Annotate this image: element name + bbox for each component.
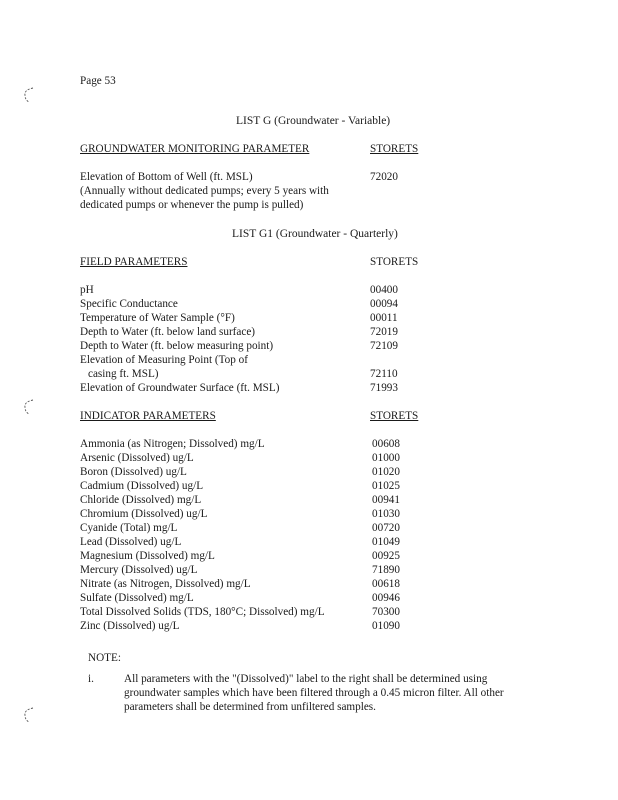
param-name: Nitrate (as Nitrogen, Dissolved) mg/L	[80, 578, 251, 590]
param-code: 00941	[372, 494, 400, 506]
param-code: 71890	[372, 564, 400, 576]
note-item-marker: i.	[88, 673, 94, 685]
field-storets-header: STORETS	[370, 256, 419, 268]
param-name: Chromium (Dissolved) ug/L	[80, 508, 208, 520]
param-name: Zinc (Dissolved) ug/L	[80, 620, 180, 632]
indicator-storets-header: STORETS	[370, 410, 419, 422]
note-heading: NOTE:	[88, 652, 121, 664]
param-code: 00618	[372, 578, 400, 590]
param-name: Chloride (Dissolved) mg/L	[80, 494, 202, 506]
param-code: 01020	[372, 466, 400, 478]
row-name-line: dedicated pumps or whenever the pump is pulled)	[80, 199, 304, 211]
param-code: 01090	[372, 620, 400, 632]
list-g-param-header: GROUNDWATER MONITORING PARAMETER	[80, 143, 310, 155]
param-code: 01049	[372, 536, 400, 548]
param-code: 00720	[372, 522, 400, 534]
param-code: 00011	[370, 312, 398, 324]
row-storet-code: 72020	[370, 171, 398, 183]
param-name: casing ft. MSL)	[88, 368, 159, 380]
param-code: 01000	[372, 452, 400, 464]
param-name: Arsenic (Dissolved) ug/L	[80, 452, 194, 464]
param-name: Cadmium (Dissolved) ug/L	[80, 480, 204, 492]
row-name-line: (Annually without dedicated pumps; every 5 years with	[80, 185, 329, 197]
param-name: Lead (Dissolved) ug/L	[80, 536, 182, 548]
note-item-line: groundwater samples which have been filtered through a 0.45 micron filter. All other	[124, 687, 504, 699]
param-name: Total Dissolved Solids (TDS, 180°C; Dissolved) mg/L	[80, 606, 325, 618]
param-name: Elevation of Groundwater Surface (ft. MSL)	[80, 382, 280, 394]
param-code: 00400	[370, 284, 398, 296]
binder-hole-mark	[22, 86, 36, 104]
param-code: 72019	[370, 326, 398, 338]
param-name: Magnesium (Dissolved) mg/L	[80, 550, 215, 562]
param-name: Cyanide (Total) mg/L	[80, 522, 178, 534]
param-code: 00946	[372, 592, 400, 604]
param-code: 71993	[370, 382, 398, 394]
row-name-line: Elevation of Bottom of Well (ft. MSL)	[80, 171, 253, 183]
note-item-line: All parameters with the "(Dissolved)" label to the right shall be determined using	[124, 673, 488, 685]
note-item-line: parameters shall be determined from unfiltered samples.	[124, 701, 376, 713]
param-name: Ammonia (as Nitrogen; Dissolved) mg/L	[80, 438, 265, 450]
param-name: Depth to Water (ft. below measuring point)	[80, 340, 274, 352]
list-g1-title: LIST G1 (Groundwater - Quarterly)	[232, 228, 398, 240]
param-name: Specific Conductance	[80, 298, 178, 310]
param-code: 72109	[370, 340, 398, 352]
param-name: Mercury (Dissolved) ug/L	[80, 564, 198, 576]
param-code: 72110	[370, 368, 398, 380]
list-g-storets-header: STORETS	[370, 143, 419, 155]
param-code: 70300	[372, 606, 400, 618]
param-name: Boron (Dissolved) ug/L	[80, 466, 187, 478]
list-g-title: LIST G (Groundwater - Variable)	[236, 115, 391, 127]
param-code: 01025	[372, 480, 400, 492]
param-name: pH	[80, 284, 94, 296]
param-code: 00925	[372, 550, 400, 562]
page-label: Page 53	[80, 75, 116, 87]
param-name: Elevation of Measuring Point (Top of	[80, 354, 248, 366]
param-code: 00608	[372, 438, 400, 450]
param-code: 00094	[370, 298, 398, 310]
indicator-parameters-header: INDICATOR PARAMETERS	[80, 410, 216, 422]
field-parameters-header: FIELD PARAMETERS	[80, 256, 188, 268]
param-name: Temperature of Water Sample (°F)	[80, 312, 235, 324]
binder-hole-mark	[22, 398, 36, 416]
binder-hole-mark	[22, 706, 36, 724]
param-name: Sulfate (Dissolved) mg/L	[80, 592, 194, 604]
param-name: Depth to Water (ft. below land surface)	[80, 326, 256, 338]
param-code: 01030	[372, 508, 400, 520]
